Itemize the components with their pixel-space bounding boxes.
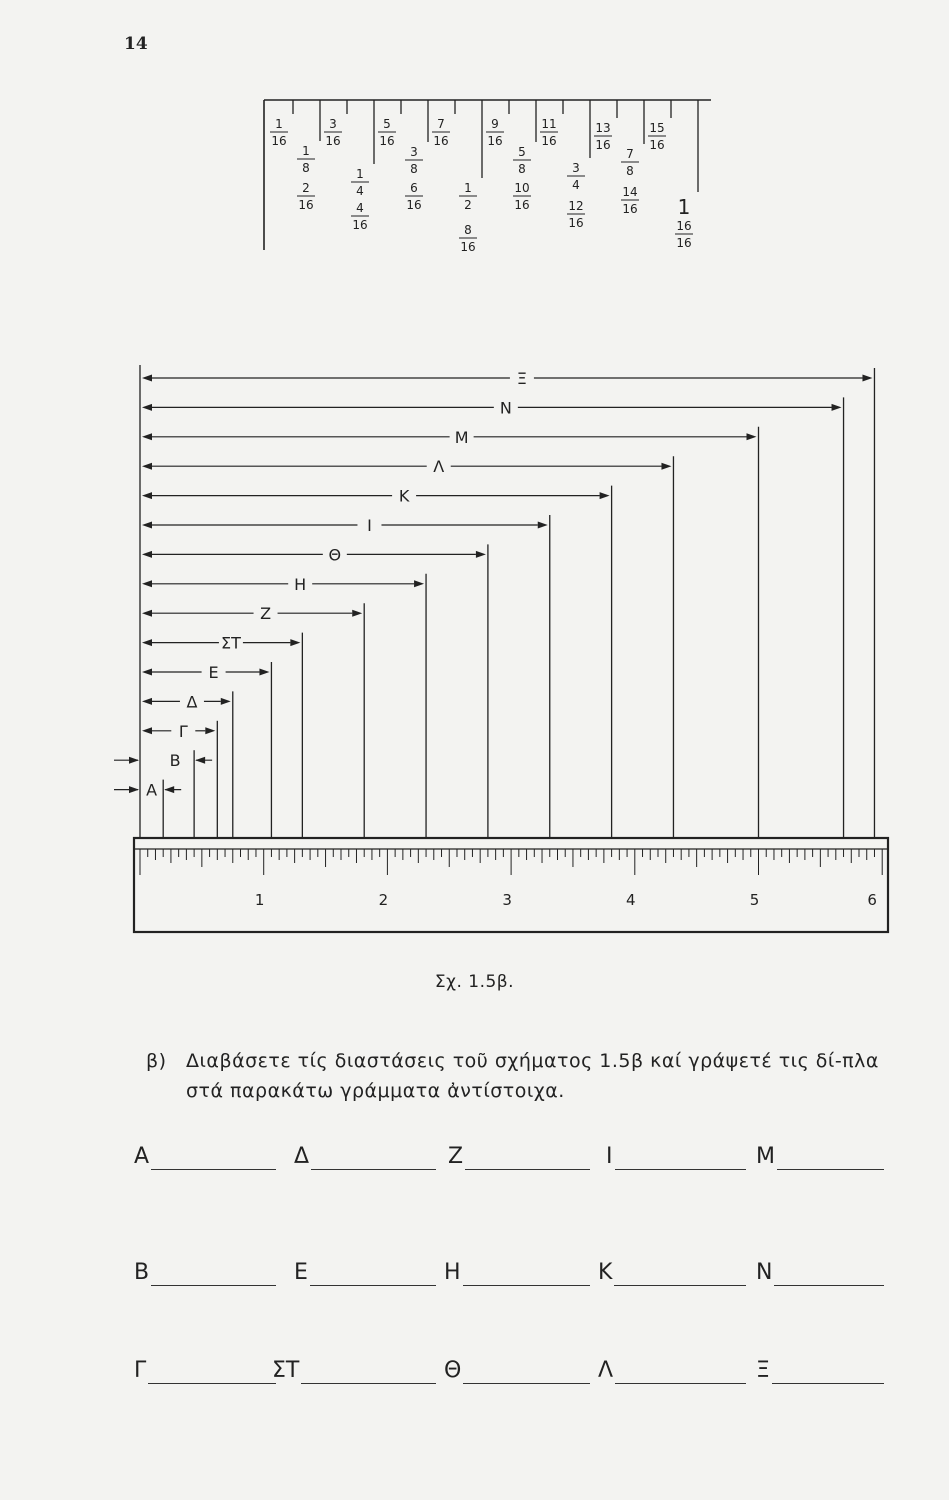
- fraction-whole: 1: [677, 195, 691, 219]
- fraction-denominator: 16: [406, 198, 422, 212]
- answer-blank-zeta[interactable]: Z: [448, 1140, 590, 1170]
- arrow-right: [290, 639, 300, 646]
- fraction-numerator: 8: [464, 223, 472, 237]
- dimension-6-label: Θ: [328, 545, 342, 565]
- arrow-right: [832, 404, 842, 411]
- fraction-numerator: 3: [329, 117, 337, 131]
- fraction-denominator: 16: [487, 134, 503, 148]
- arrow-right: [221, 698, 231, 705]
- arrow-right: [661, 463, 671, 470]
- arrow-right: [862, 375, 872, 382]
- figure-caption: Σχ. 1.5β.: [434, 972, 515, 992]
- fraction-numerator: 13: [595, 121, 611, 135]
- fraction-numerator: 16: [676, 219, 692, 233]
- answer-blank-gamma[interactable]: Γ: [134, 1354, 276, 1384]
- arrow-left: [142, 580, 152, 587]
- arrow-left: [142, 463, 152, 470]
- fraction-numerator: 3: [410, 145, 418, 159]
- question-marker: β): [146, 1050, 167, 1072]
- dimension-10-label: E: [208, 663, 219, 682]
- answer-blank-kappa[interactable]: K: [598, 1256, 746, 1286]
- fraction-numerator: 1: [356, 167, 364, 181]
- fraction-denominator: 16: [271, 134, 287, 148]
- dimension-8-label: Z: [260, 604, 272, 624]
- fraction-denominator: 16: [298, 198, 314, 212]
- fraction-numerator: 14: [622, 185, 638, 199]
- fraction-denominator: 16: [649, 138, 665, 152]
- dimension-11-label: Δ: [186, 692, 198, 712]
- fraction-denominator: 16: [595, 138, 611, 152]
- question-text: Διαβάσετε τίς διαστάσεις τοῦ σχήματος 1.5β καί γράψετέ τις δί-πλα στά παρακάτω γράμματα ἀντίστοιχα.: [186, 1050, 879, 1102]
- fraction-numerator: 12: [568, 199, 584, 213]
- fraction-numerator: 7: [626, 147, 634, 161]
- dimension-2-label: M: [454, 427, 469, 447]
- arrow-left: [142, 404, 152, 411]
- fraction-numerator: 2: [302, 181, 310, 195]
- page-number: 14: [124, 34, 148, 54]
- fraction-denominator: 8: [302, 161, 310, 175]
- ruler-label-1: 1: [254, 891, 265, 909]
- arrow-left: [142, 610, 152, 617]
- fraction-scale: [264, 100, 711, 254]
- answer-blank-epsilon[interactable]: E: [294, 1256, 436, 1286]
- arrow-right: [352, 610, 362, 617]
- arrow-right: [259, 669, 269, 676]
- dimension-9-label: ΣT: [220, 633, 241, 653]
- arrow-left: [142, 433, 152, 440]
- answer-blank-eta[interactable]: H: [444, 1256, 590, 1286]
- ruler-label-2: 2: [378, 891, 389, 909]
- answer-blank-nu[interactable]: N: [756, 1256, 884, 1286]
- fraction-numerator: 5: [383, 117, 391, 131]
- arrow-right: [129, 786, 139, 793]
- dimension-7-label: H: [294, 574, 307, 594]
- answer-blank-theta[interactable]: Θ: [444, 1354, 590, 1384]
- arrow-right: [205, 727, 215, 734]
- ruler-label-4: 4: [626, 891, 636, 909]
- ruler-label-5: 5: [749, 891, 760, 909]
- fraction-denominator: 8: [410, 162, 418, 176]
- fraction-numerator: 1: [464, 181, 472, 195]
- arrow-left: [142, 698, 152, 705]
- answer-row-2: [134, 1256, 894, 1288]
- answer-blank-b[interactable]: B: [134, 1256, 276, 1286]
- fraction-denominator: 16: [568, 216, 584, 230]
- fraction-denominator: 16: [460, 240, 476, 254]
- fraction-denominator: 8: [626, 164, 634, 178]
- arrow-left: [142, 727, 152, 734]
- answer-blank-lambda[interactable]: Λ: [598, 1354, 746, 1384]
- fraction-denominator: 16: [379, 134, 395, 148]
- dimension-13-label: B: [169, 751, 181, 771]
- fraction-denominator: 4: [356, 184, 364, 198]
- arrow-right: [414, 580, 424, 587]
- arrow-left: [142, 669, 152, 676]
- fraction-denominator: 4: [572, 178, 580, 192]
- dimension-3-label: Λ: [433, 457, 445, 477]
- fraction-numerator: 4: [356, 201, 364, 215]
- fraction-denominator: 16: [352, 218, 368, 232]
- fraction-denominator: 2: [464, 198, 472, 212]
- answer-blank-iota[interactable]: I: [606, 1140, 746, 1170]
- arrow-right: [747, 433, 757, 440]
- question-block: [146, 1046, 916, 1106]
- fraction-numerator: 5: [518, 145, 526, 159]
- fraction-numerator: 15: [649, 121, 665, 135]
- arrow-left: [142, 639, 152, 646]
- fraction-numerator: 3: [572, 161, 580, 175]
- fraction-denominator: 16: [541, 134, 557, 148]
- answer-blank-stigma[interactable]: ΣT: [272, 1354, 436, 1384]
- fraction-denominator: 16: [622, 202, 638, 216]
- arrow-left: [142, 375, 152, 382]
- answer-blank-mu[interactable]: M: [756, 1140, 884, 1170]
- fraction-numerator: 1: [275, 117, 283, 131]
- fraction-numerator: 9: [491, 117, 499, 131]
- fraction-numerator: 11: [541, 117, 557, 131]
- inch-ruler: [134, 838, 888, 932]
- answer-blank-delta[interactable]: Δ: [294, 1140, 436, 1170]
- dimension-1-label: N: [499, 398, 512, 418]
- answer-blank-a[interactable]: A: [134, 1140, 276, 1170]
- arrow-right: [129, 757, 139, 764]
- fraction-denominator: 16: [514, 198, 530, 212]
- ruler-label-3: 3: [502, 891, 512, 909]
- fraction-numerator: 10: [514, 181, 530, 195]
- arrow-left: [142, 492, 152, 499]
- arrow-left: [142, 522, 152, 529]
- fraction-numerator: 6: [410, 181, 418, 195]
- dimension-14-label: A: [146, 780, 158, 800]
- fraction-numerator: 1: [302, 144, 310, 158]
- arrow-right: [538, 522, 548, 529]
- dimension-5-label: I: [367, 516, 372, 535]
- answer-blank-xi[interactable]: Ξ: [756, 1354, 884, 1384]
- dimension-4-label: K: [398, 486, 410, 506]
- fraction-denominator: 16: [433, 134, 449, 148]
- arrow-left: [164, 786, 174, 793]
- fraction-denominator: 16: [676, 236, 692, 250]
- arrow-right: [476, 551, 486, 558]
- arrow-left: [142, 551, 152, 558]
- dimension-0-label: Ξ: [516, 369, 527, 388]
- answer-row-3: [134, 1354, 894, 1386]
- fraction-denominator: 16: [325, 134, 341, 148]
- arrow-left: [195, 757, 205, 764]
- fraction-numerator: 7: [437, 117, 445, 131]
- ruler-label-6: 6: [867, 891, 877, 909]
- answer-row-1: [134, 1140, 894, 1172]
- dimension-lines: [114, 365, 874, 838]
- arrow-right: [600, 492, 610, 499]
- dimension-12-label: Γ: [178, 721, 188, 741]
- fraction-denominator: 8: [518, 162, 526, 176]
